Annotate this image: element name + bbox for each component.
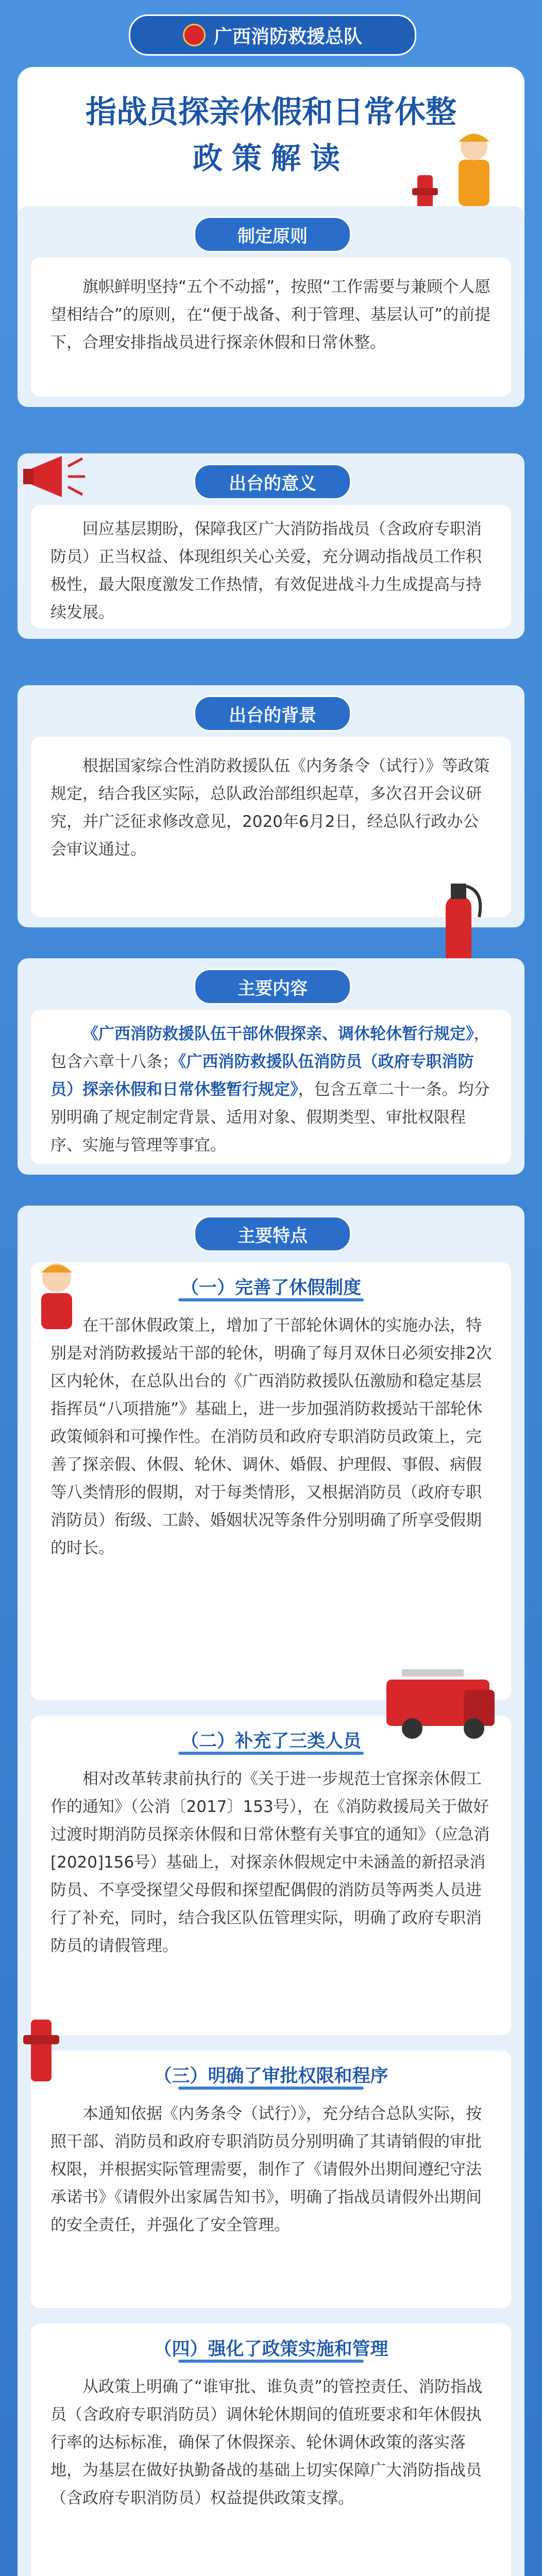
- feature-heading-4: （四）强化了政策实施和管理: [154, 2339, 388, 2360]
- fire-emblem-icon: [183, 24, 206, 46]
- content-text2: ，包含五章二十一条。均分别明确了规定制定背景、适用对象、假期类型、审批权限程序、实施与管理等事宜。: [50, 1080, 490, 1155]
- tab-content: 主要内容: [194, 969, 351, 1005]
- section-content: [18, 958, 524, 1175]
- feature-card-3: [31, 2050, 511, 2308]
- card-content: [31, 1010, 511, 1164]
- main-title-line1: 指战员探亲休假和日常休整: [86, 94, 456, 130]
- significance-body: 回应基层期盼，保障我区广大消防指战员（含政府专职消防员）正当权益、体现组织关心关爱，充分调动指战员工作积极性，最大限度激发工作热情，有效促进战斗力生成提高与持续发展。: [50, 520, 482, 622]
- principle-body: 旗帜鲜明坚持“五个不动摇”，按照“工作需要与兼顾个人愿望相结合”的原则，在“便于战备、利于管理、基层认可”的前提下，合理安排指战员进行探亲休假和日常休整。: [50, 278, 491, 352]
- tab-principle: 制定原则: [194, 216, 351, 252]
- content-title2: 《广西消防救援队伍消防员（政府专职消防员）探亲休假和日常休整暂行规定》: [50, 1053, 474, 1099]
- feature-card-1: [31, 1262, 511, 1700]
- megaphone-icon: [21, 453, 88, 500]
- content-title1: 《广西消防救援队伍干部休假探亲、调休轮休暂行规定》: [82, 1025, 474, 1043]
- header-badge: [129, 14, 416, 56]
- card-significance: [31, 505, 511, 629]
- feature-heading-3: （三）明确了审批权限和程序: [154, 2066, 388, 2087]
- feature-body-2: 相对改革转隶前执行的《关于进一步规范士官探亲休假工作的通知》（公消〔2017〕153号），在《消防救援局关于做好过渡时期消防员探亲休假和日常休整有关事宜的通知》（应急消[2020]156号）基础上，对探亲休假规定中未涵盖的新招录消防员、不享受探望父母假和探望配偶假的消防员等两类人员进行了补充，同时，结合我区队伍管理实际，明确了政府专职消防员的请假管理。: [50, 1770, 490, 1955]
- tab-background: 出台的背景: [194, 696, 351, 732]
- section-principle: [18, 206, 524, 407]
- section-significance: [18, 453, 524, 639]
- feature-body-4: 从政策上明确了“谁审批、谁负责”的管控责任、消防指战员（含政府专职消防员）调休轮休期间的值班要求和年休假执行率的达标标准，确保了休假探亲、轮休调休政策的落实落地，为基层在做好执勤备战的基础上切实保障广大消防指战员（含政府专职消防员）权益提供政策支撑。: [50, 2378, 483, 2507]
- fire-hydrant-icon: [21, 2007, 62, 2084]
- fire-truck-icon: [381, 1654, 515, 1741]
- feature-body-1: 在干部休假政策上，增加了干部轮休调休的实施办法，特别是对消防救援站干部的轮休，明确了每月双休日必须安排2次区内轮休，在总队出台的《广西消防救援队伍激励和稳定基层指挥员“八项措施”》基础上，进一步加强消防救援站干部轮休政策倾斜和可操作性。在消防员和政府专职消防员政策上，完善了探亲假、休假、轮休、调休、婚假、护理假、事假、病假等八类情形的假期，对于每类情形，又根据消防员（政府专职消防员）衔级、工龄、婚姻状况等条件分别明确了所享受假期的时长。: [50, 1316, 492, 1557]
- feature-heading-2: （二）补充了三类人员: [180, 1731, 361, 1752]
- fire-engine-icon: [309, 2566, 505, 2576]
- header-org: 广西消防救援总队: [213, 26, 362, 47]
- background-body: 根据国家综合性消防救援队伍《内务条令（试行）》等政策规定，结合我区实际，总队政治部组织起草，多次召开会议研究，并广泛征求修改意见，2020年6月2日，经总队行政办公会审议通过。: [50, 757, 490, 859]
- feature-card-4: [31, 2324, 511, 2576]
- content-text1: ，包含六章十八条；: [50, 1025, 490, 1071]
- feature-card-2: [31, 1716, 511, 2035]
- tab-features: 主要特点: [194, 1216, 351, 1252]
- tab-significance: 出台的意义: [194, 464, 351, 500]
- section-features: [18, 1206, 524, 2576]
- main-title-line2: 政策解读: [192, 141, 349, 176]
- content-body: [50, 1020, 493, 1159]
- feature-body-3: 本通知依据《内务条令（试行）》，充分结合总队实际，按照干部、消防员和政府专职消防员分别明确了其请销假的审批权限，并根据实际管理需要，制作了《请假外出期间遵纪守法承诺书》《请假外出家属告知书》，明确了指战员请假外出期间的安全责任，并强化了安全管理。: [50, 2105, 482, 2234]
- firefighter-kid-icon: [26, 1257, 88, 1334]
- card-principle: [31, 258, 511, 397]
- feature-heading-1: （一）完善了休假制度: [180, 1278, 361, 1298]
